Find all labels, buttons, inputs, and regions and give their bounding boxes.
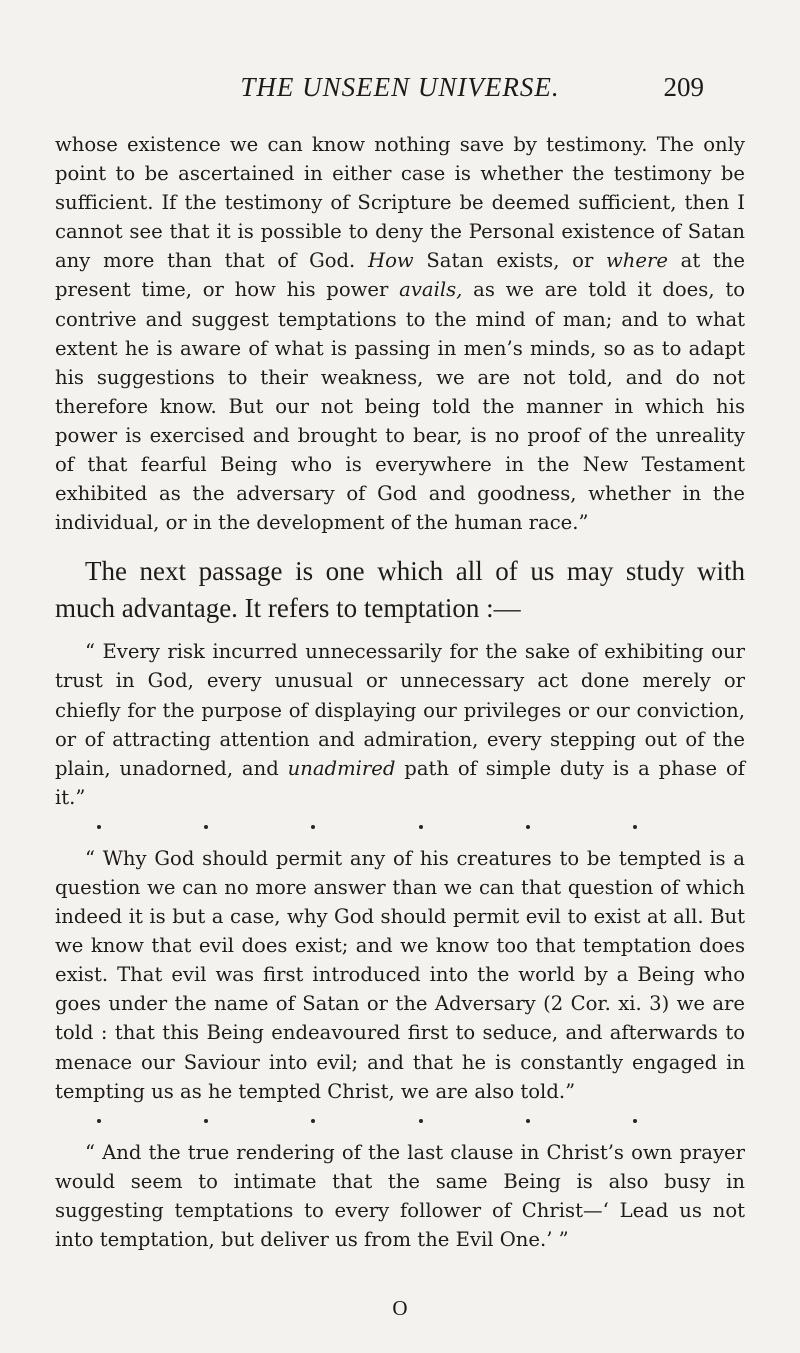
p1-text: whose existence we can know nothing save by testimony. The only point to be ascertained in either case is whether the testimony be sufficient. If the testimony of Scripture be deemed sufficient, then I cannot see that it is possible to deny the Personal existence of Satan any more than that of God. (55, 133, 745, 273)
dot (204, 1119, 208, 1123)
ellipsis-divider (97, 814, 637, 840)
q1-end: path of simple duty is a phase of it.” (55, 756, 745, 809)
dot (419, 825, 423, 829)
lead-paragraph: The next passage is one which all of us may study with much advantage. It refers to temptation :— (55, 556, 745, 624)
paragraph-continuation (55, 130, 745, 537)
dot (633, 825, 637, 829)
running-title: THE UNSEEN UNIVERSE. (240, 72, 560, 102)
quote-temptation-risk (55, 637, 745, 812)
quote-true-rendering: “ And the true rendering of the last clause in Christ’s own prayer would seem to intimate that the same Being is also busy in suggesting temptations to every follower of Christ—‘ Lead us not into temptation, but deliver us from the Evil One.’ ” (55, 1140, 745, 1251)
dot (311, 1119, 315, 1123)
emphasis-avails: avails, (399, 278, 463, 302)
quote-why-god-permits: “ Why God should permit any of his creatures to be tempted is a question we can no more answer than we can that question of which indeed it is but a case, why God should permit evil to exist at all. But we know that evil does exist; and we know too that temptation does exist. That evil was first introduced into the world by a Being who goes under the name of Satan or the Adversary (2 Cor. xi. 3) we are told : that this Being endeavoured first to seduce, and afterwards to menace our Saviour into evil; and that he is constantly engaged in tempting us as he tempted Christ, we are also told.” (55, 846, 745, 1103)
running-head (0, 72, 800, 112)
emphasis-unadmired: unadmired (287, 756, 396, 780)
signature-mark: O (392, 1296, 408, 1320)
dot (97, 1119, 101, 1123)
dot (633, 1119, 637, 1123)
ellipsis-divider (97, 1108, 637, 1134)
dot (311, 825, 315, 829)
emphasis-how: How (368, 249, 414, 273)
page-number: 209 (663, 72, 704, 102)
dot (526, 1119, 530, 1123)
q1-start: “ Every risk incurred unnecessarily for the sake of exhibiting our trust in God, every unusual or unnecessary act done merely or chiefly for the purpose of displaying our privileges or our conviction, or of attracting attention and admiration, every stepping out of the plain, unadorned, and (55, 640, 745, 780)
emphasis-where: where (606, 249, 668, 273)
p1-end: as we are told it does, to contrive and suggest temptations to the mind of man; and to what extent he is aware of what is passing in men’s minds, so as to adapt his suggestions to their weakness, we are not told, and do not therefore know. But our not being told the manner in which his power is exercised and brought to bear, is no proof of the unreality of that fearful Being who is everywhere in the New Testament exhibited as the adversary of God and goodness, whether in the individual, or in the development of the human race.” (55, 278, 745, 535)
dot (526, 825, 530, 829)
p1-mid1: Satan exists, or (413, 249, 607, 273)
body-text (55, 130, 745, 1254)
dot (204, 825, 208, 829)
p1-mid2: at the present time, or how his power (55, 249, 746, 302)
dot (419, 1119, 423, 1123)
dot (97, 825, 101, 829)
